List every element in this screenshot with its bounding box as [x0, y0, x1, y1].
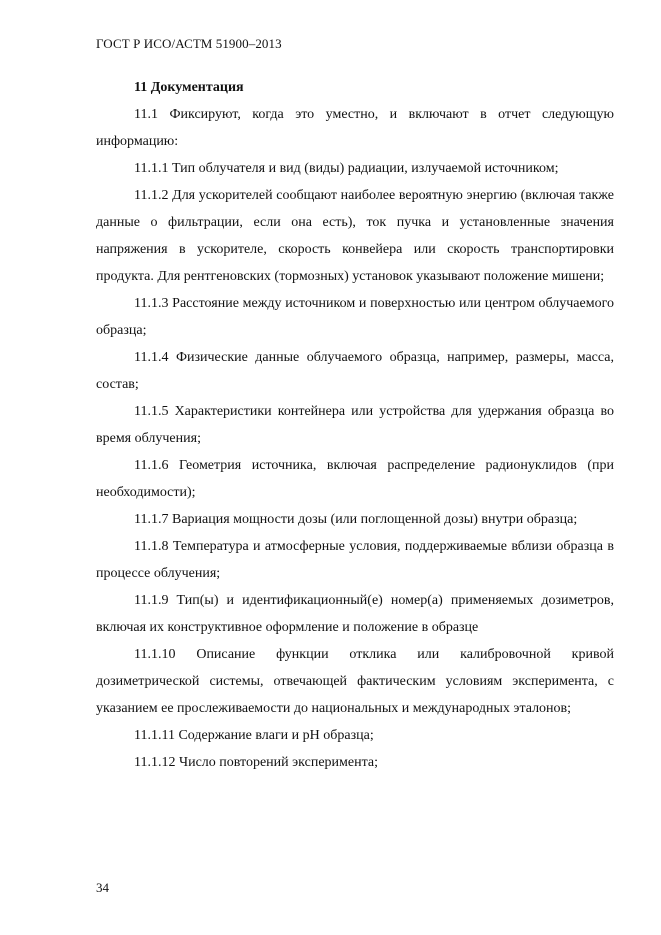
- paragraph-11-1-8: 11.1.8 Температура и атмосферные условия, поддерживаемые вблизи образца в процессе облучения;: [96, 539, 614, 581]
- paragraph-11-1-7: 11.1.7 Вариация мощности дозы (или поглощенной дозы) внутри образца;: [134, 512, 578, 527]
- paragraph-11-1-12: 11.1.12 Число повторений эксперимента;: [134, 755, 378, 770]
- document-body: [96, 74, 614, 776]
- paragraph-11-1-9: 11.1.9 Тип(ы) и идентификационный(е) номер(а) применяемых дозиметров, включая их конструктивное оформление и положение в образце: [96, 593, 614, 635]
- paragraph-11-1: 11.1 Фиксируют, когда это уместно, и включают в отчет следующую информацию:: [96, 107, 614, 149]
- paragraph-11-1-6: 11.1.6 Геометрия источника, включая распределение радионуклидов (при необходимости);: [96, 458, 614, 500]
- paragraph-11-1-10: 11.1.10 Описание функции отклика или калибровочной кривой дозиметрической системы, отвечающей фактическим условиям эксперимента, с указанием ее прослеживаемости до национальных и международных эталонов;: [96, 647, 614, 716]
- section-heading: 11 Документация: [134, 80, 244, 95]
- standard-header: ГОСТ Р ИСО/АСТМ 51900–2013: [96, 36, 282, 51]
- paragraph-11-1-11: 11.1.11 Содержание влаги и pH образца;: [134, 728, 374, 743]
- paragraph-11-1-3: 11.1.3 Расстояние между источником и поверхностью или центром облучаемого образца;: [96, 296, 614, 338]
- paragraph-11-1-4: 11.1.4 Физические данные облучаемого образца, например, размеры, масса, состав;: [96, 350, 614, 392]
- paragraph-11-1-5: 11.1.5 Характеристики контейнера или устройства для удержания образца во время облучения;: [96, 404, 614, 446]
- paragraph-11-1-1: 11.1.1 Тип облучателя и вид (виды) радиации, излучаемой источником;: [134, 161, 559, 176]
- page-number: 34: [96, 880, 109, 895]
- paragraph-11-1-2: 11.1.2 Для ускорителей сообщают наиболее вероятную энергию (включая также данные о фильтрации, если она есть), ток пучка и установленные значения напряжения в ускорителе, скорость конвейера или скорость транспортировки продукта. Для рентгеновских (тормозных) установок указывают положение мишени;: [96, 188, 614, 284]
